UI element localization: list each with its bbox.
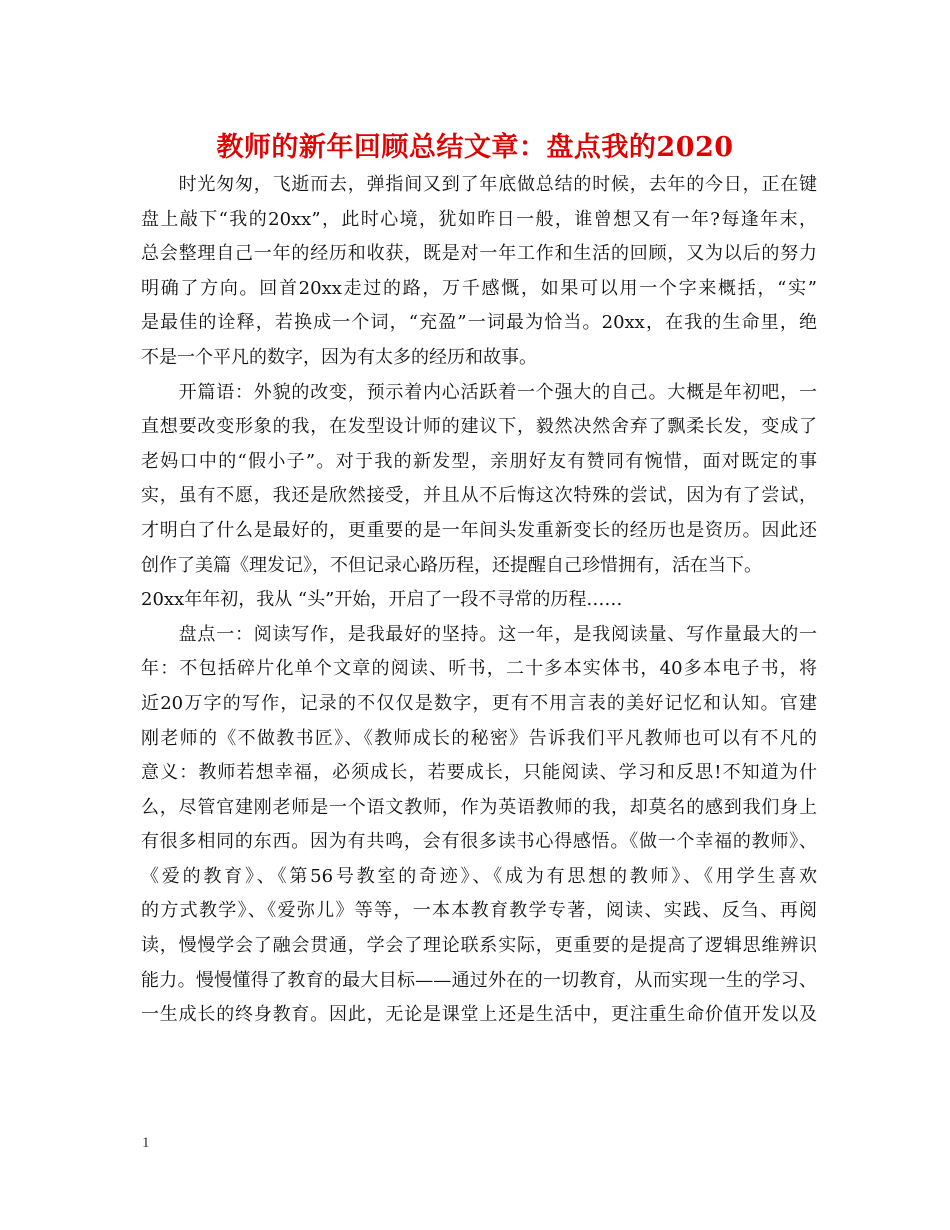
- text-line: 《爱的教育》、《第56号教室的奇迹》、《成为有思想的教师》、《用学生喜欢: [141, 865, 817, 887]
- text-line: 刚老师的《不做教书匠》、《教师成长的秘密》告诉我们平凡教师也可以有不凡的: [141, 727, 817, 749]
- text-line: 20xx年年初，我从 “头”开始，开启了一段不寻常的历程……: [141, 589, 623, 611]
- text-line: 的方式教学》、《爱弥儿》等等，一本本教育教学专著，阅读、实践、反刍、再阅: [141, 900, 817, 922]
- text-line: 近20万字的写作，记录的不仅仅是数字，更有不用言表的美好记忆和认知。官建: [141, 692, 817, 714]
- document-title: 教师的新年回顾总结文章：盘点我的2020: [216, 132, 734, 163]
- text-line: 能力。慢慢懂得了教育的最大目标——通过外在的一切教育，从而实现一生的学习、: [141, 969, 817, 991]
- text-line: 总会整理自己一年的经历和收获，既是对一年工作和生活的回顾，又为以后的努力: [141, 243, 817, 265]
- text-line: 开篇语：外貌的改变，预示着内心活跃着一个强大的自己。大概是年初吧，一: [141, 381, 817, 403]
- text-line: 才明白了什么是最好的，更重要的是一年间头发重新变长的经历也是资历。因此还: [141, 519, 817, 541]
- text-line: 明确了方向。回首20xx走过的路，万千感慨，如果可以用一个字来概括，“实”: [141, 277, 817, 299]
- text-line: 盘上敲下“我的20xx”，此时心境，犹如昨日一般，谁曾想又有一年?每逢年末，: [141, 208, 817, 230]
- page-number: 1: [142, 1135, 150, 1151]
- text-line: 时光匆匆，飞逝而去，弹指间又到了年底做总结的时候，去年的今日，正在键: [141, 174, 817, 195]
- text-line: 有很多相同的东西。因为有共鸣，会有很多读书心得感悟。《做一个幸福的教师》、: [141, 831, 817, 853]
- text-line: 老妈口中的“假小子”。对于我的新发型，亲朋好友有赞同有惋惜，面对既定的事: [141, 450, 817, 472]
- text-line: 创作了美篇《理发记》，不但记录心路历程，还提醒自己珍惜拥有，活在当下。: [141, 554, 762, 576]
- text-line: 实，虽有不愿，我还是欣然接受，并且从不后悔这次特殊的尝试，因为有了尝试，: [141, 485, 817, 507]
- text-line: 直想要改变形象的我，在发型设计师的建议下，毅然决然舍弃了飘柔长发，变成了: [141, 416, 817, 438]
- text-line: 年：不包括碎片化单个文章的阅读、听书，二十多本实体书，40多本电子书，将: [141, 658, 817, 680]
- text-line: 是最佳的诠释，若换成一个词，“充盈”一词最为恰当。20xx，在我的生命里，绝: [141, 312, 817, 334]
- text-line: 一生成长的终身教育。因此，无论是课堂上还是生活中，更注重生命价值开发以及: [141, 1004, 817, 1026]
- text-line: 盘点一：阅读写作，是我最好的坚持。这一年，是我阅读量、写作量最大的一: [141, 623, 817, 645]
- document-body: [141, 168, 817, 1033]
- text-line: 么，尽管官建刚老师是一个语文教师，作为英语教师的我，却莫名的感到我们身上: [141, 796, 817, 818]
- text-line: 意义：教师若想幸福，必须成长，若要成长，只能阅读、学习和反思!不知道为什: [141, 762, 817, 784]
- text-line: 不是一个平凡的数字，因为有太多的经历和故事。: [141, 346, 537, 368]
- text-line: 读，慢慢学会了融会贯通，学会了理论联系实际，更重要的是提高了逻辑思维辨识: [141, 935, 817, 957]
